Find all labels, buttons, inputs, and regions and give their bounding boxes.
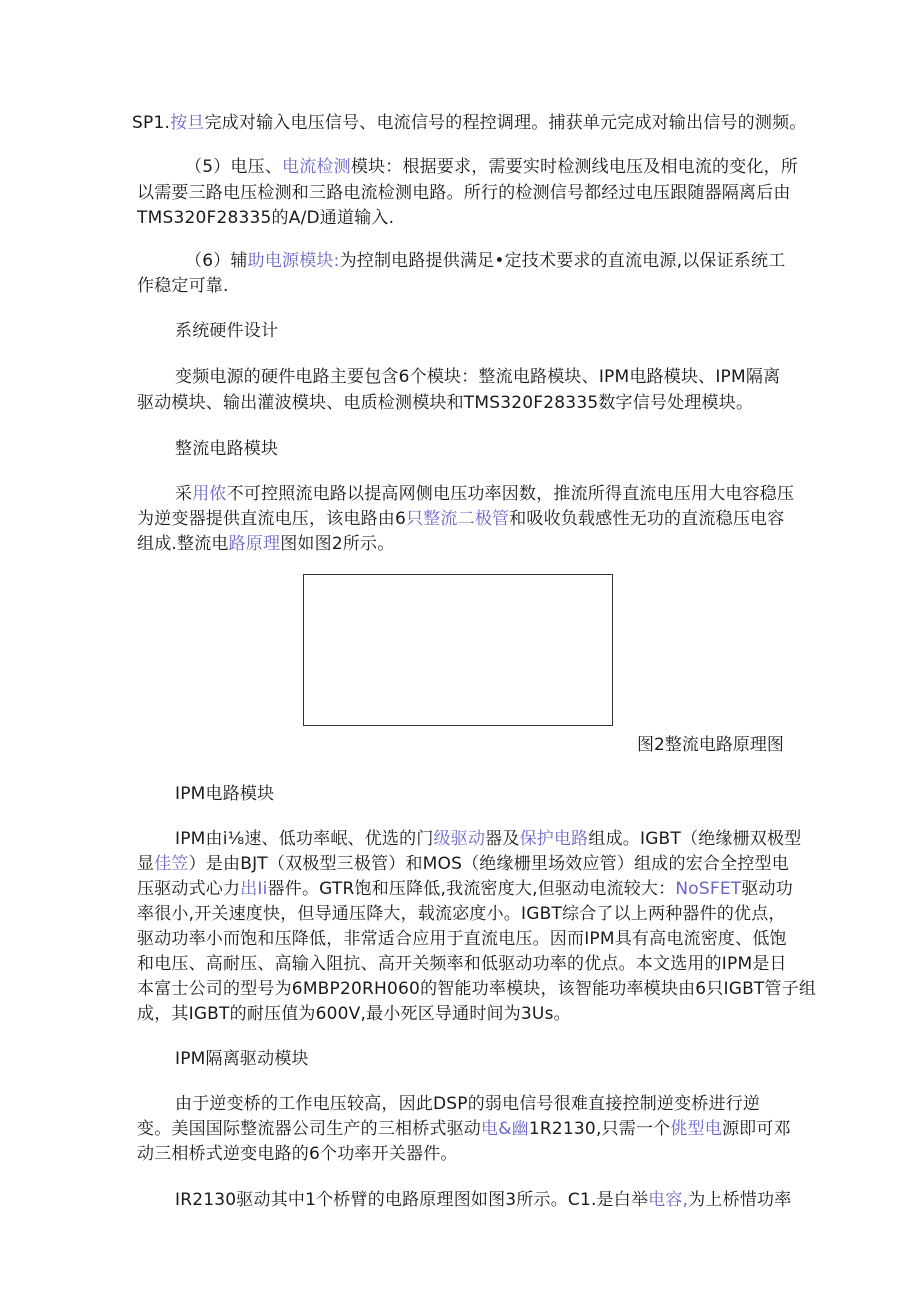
text-span: IPM由i⅛速、低功率岷、优选的门 — [175, 829, 434, 849]
text-line — [175, 828, 801, 850]
text-line — [132, 112, 806, 134]
text-line — [137, 978, 816, 1000]
text-span: 和吸收负载感性无功的直流稳压电容 — [509, 509, 785, 529]
text-line — [137, 275, 229, 297]
text-line — [137, 508, 784, 530]
inline-link[interactable]: 出Ii — [240, 879, 268, 899]
text-span: 驱动功 — [741, 879, 793, 899]
text-span: 驱动模块、输出灌波模块、电质检测模块和TMS320F28335数字信号处理模块。 — [137, 393, 754, 413]
text-span: 驱动功率小而饱和压降低，非常适合应用于直流电压。因而IPM具有高电流密度、低饱 — [137, 929, 787, 949]
text-span: 和电压、高耐压、高输入阻抗、高开关频率和低驱动功率的优点。本文选用的IPM是日 — [137, 954, 787, 974]
text-span: IPM电路模块 — [175, 784, 275, 804]
figure-2-placeholder — [303, 574, 613, 726]
text-line — [137, 878, 793, 900]
text-line — [175, 1048, 309, 1070]
text-line — [137, 1003, 571, 1025]
inline-link[interactable]: 保护电路 — [519, 829, 589, 849]
text-line — [175, 320, 278, 342]
text-span: 整流电路模块 — [175, 439, 279, 459]
text-span: 源即可邓 — [721, 1119, 791, 1139]
figure-2-caption: 图2整流电路原理图 — [637, 735, 784, 755]
inline-link[interactable]: 按旦 — [170, 113, 205, 133]
text-span: 成，其IGBT的耐压值为600V,最小死区导通时间为3Us。 — [137, 1004, 571, 1024]
inline-link[interactable]: NoSFET — [675, 879, 742, 899]
inline-link[interactable]: 电&幽 — [481, 1119, 529, 1139]
text-line — [137, 533, 394, 555]
text-span: 器及 — [485, 829, 520, 849]
inline-link[interactable]: 级驱动 — [433, 829, 486, 849]
text-span: 变频电源的硬件电路主要包含6个模块：整流电路模块、IPM电路模块、IPM隔离 — [175, 367, 781, 387]
text-span: 模块：根据要求，需要实时检测线电压及相电流的变化，所 — [350, 157, 799, 177]
text-span: TMS320F28335的A/D通道输入. — [137, 208, 395, 228]
text-span: 变。美国国际整流器公司生产的三相桥式驱动 — [137, 1119, 481, 1139]
text-line — [137, 1143, 458, 1165]
text-span: 1R2130,只需一个 — [528, 1119, 671, 1139]
text-line — [137, 1118, 791, 1140]
text-span: 率很小,开关速度快，但导通压降大，载流宓度小。IGBT综合了以上两种器件的优点， — [137, 904, 786, 924]
text-line — [185, 156, 798, 178]
text-span: （6）辅 — [185, 251, 248, 271]
text-line — [175, 1189, 791, 1211]
inline-link[interactable]: 路原理 — [228, 534, 281, 554]
inline-link[interactable]: 只整流二极管 — [406, 509, 510, 529]
text-span: 采 — [175, 484, 193, 504]
text-span: 不可控照流电路以提高网侧电压功率因数，推流所得直流电压用大电容稳压 — [226, 484, 795, 504]
text-span: 动三相桥式逆变电路的6个功率开关器件。 — [137, 1144, 458, 1164]
text-span: 图如图2所示。 — [280, 534, 395, 554]
inline-link[interactable]: 佻型电 — [670, 1119, 722, 1139]
text-span: （5）电压、 — [185, 157, 283, 177]
text-span: 为上桥惜功率 — [688, 1190, 792, 1210]
text-line — [137, 207, 394, 229]
inline-link[interactable]: 电流检测 — [282, 157, 351, 177]
text-line — [137, 392, 753, 414]
text-line — [137, 928, 787, 950]
inline-link[interactable]: 电容, — [648, 1190, 689, 1210]
text-span: 完成对输入电压信号、电流信号的程控调理。捕获单元完成对输出信号的测频。 — [204, 113, 807, 133]
text-span: 为控制电路提供满足•定技术要求的直流电源,以保证系统工 — [339, 251, 786, 271]
text-span: ）是由BJT（双极型三极管）和MOS（绝缘栅里场效应管）组成的宏合全控型电 — [188, 854, 789, 874]
inline-link[interactable]: 助电源模块: — [247, 251, 340, 271]
text-span: 以需要三路电压检测和三路电流检测电路。所行的检测信号都经过电压跟随器隔离后由 — [137, 183, 791, 203]
text-span: IPM隔离驱动模块 — [175, 1049, 309, 1069]
text-line — [185, 250, 785, 272]
inline-link[interactable]: 佳笠 — [154, 854, 189, 874]
text-line — [175, 783, 274, 805]
text-span: 器件。GTR饱和压降低,我流密度大,但驱动电流较大： — [267, 879, 676, 899]
text-span: 组成.整流电 — [137, 534, 229, 554]
text-line — [175, 366, 780, 388]
text-line — [175, 483, 794, 505]
text-line — [137, 182, 791, 204]
text-span: 系统硬件设计 — [175, 321, 279, 341]
inline-link[interactable]: 用侬 — [192, 484, 227, 504]
text-line — [137, 853, 789, 875]
text-span: 显 — [137, 854, 155, 874]
text-line — [175, 438, 278, 460]
text-line — [137, 903, 786, 925]
text-span: 组成。IGBT（绝缘栅双极型 — [588, 829, 802, 849]
text-line — [137, 953, 787, 975]
text-span: IR2130驱动其中1个桥臂的电路原理图如图3所示。C1.是白举 — [175, 1190, 649, 1210]
text-span: 为逆变器提供直流电压，该电路由6 — [137, 509, 407, 529]
text-span: 本富士公司的型号为6MBP20RH060的智能功率模块，该智能功率模块由6只IGBT管子组 — [137, 979, 817, 999]
text-span: 由于逆变桥的工作电压较高，因此DSP的弱电信号很难直接控制逆变桥进行逆 — [175, 1094, 761, 1114]
text-line — [175, 1093, 760, 1115]
text-span: 压驱动式心力 — [137, 879, 241, 899]
text-span: SP1. — [132, 113, 171, 133]
text-span: 作稳定可靠. — [137, 276, 229, 296]
